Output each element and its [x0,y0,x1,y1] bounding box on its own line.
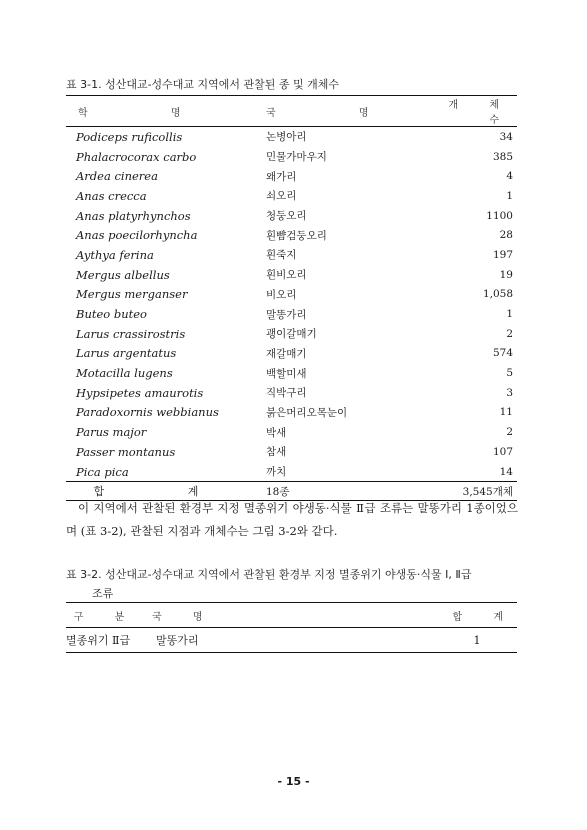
scientific-name-cell: Buteo buteo [76,307,147,322]
table-row [66,344,517,364]
header-korean-name: 국 명 [266,96,426,127]
count-cell: 11 [499,406,513,419]
korean-name-cell: 까치 [266,466,287,479]
korean-name-cell: 흰비오리 [266,269,307,282]
scientific-name-cell: Passer montanus [76,444,176,459]
korean-name-cell: 민물가마우지 [266,151,327,164]
total-count: 3,545개체 [426,482,517,501]
count-cell: 2 [506,426,513,439]
count-cell: 107 [492,445,513,458]
count-cell: 5 [506,367,513,380]
scientific-name-cell: Aythya ferina [76,247,154,262]
table-row [66,403,517,423]
table-row [66,285,517,305]
table1-caption: 표 3-1. 성산대교-성수대교 지역에서 관찰된 종 및 개체수 [66,78,340,91]
count-cell: 4 [506,170,513,183]
count-cell: 574 [492,347,513,360]
count-cell: 1 [506,308,513,321]
table-row [66,127,517,147]
table2-caption: 표 3-2. 성산대교-성수대교 지역에서 관찰된 환경부 지정 멸종위기 야생동·식물 Ⅰ, Ⅱ급 [66,568,472,581]
body-paragraph: 이 지역에서 관찰된 환경부 지정 멸종위기 야생동·식물 Ⅱ급 조류는 말똥가리 1종이었으며 (표 3-2), 관찰된 지점과 개체수는 그림 3-2와 같다. [66,501,518,538]
table-row [66,147,517,167]
korean-name-cell: 박새 [266,426,287,439]
header-korean-name: 국 명 [146,603,437,628]
scientific-name-cell: Hypsipetes amaurotis [76,385,204,400]
scientific-name-cell: Larus crassirostris [76,326,186,341]
table-row [66,628,517,653]
korean-name-cell: 붉은머리오목눈이 [266,406,348,419]
count-cell: 2 [506,327,513,340]
table-row [66,383,517,403]
scientific-name-cell: Anas poecilorhyncha [76,228,198,243]
scientific-name-cell: Parus major [76,425,147,440]
table1-header-row [66,96,517,127]
scientific-name-cell: Larus argentatus [76,346,177,361]
table-row [66,245,517,265]
count-cell: 197 [492,248,513,261]
table-row [66,206,517,226]
endangered-species-table [66,602,517,653]
table-row [66,363,517,383]
korean-name-cell: 흰죽지 [266,249,297,262]
korean-name-cell: 쇠오리 [266,190,297,203]
category-cell: 멸종위기 Ⅱ급 [66,628,146,653]
header-count: 개 체 수 [426,96,517,127]
table-row [66,324,517,344]
scientific-name-cell: Motacilla lugens [76,366,173,381]
count-cell: 3 [506,386,513,399]
table-row [66,462,517,482]
korean-name-cell: 직박구리 [266,387,307,400]
total-label: 합 계 [66,482,266,501]
scientific-name-cell: Phalacrocorax carbo [76,149,197,164]
scientific-name-cell: Mergus albellus [76,267,170,282]
scientific-name-cell: Mergus merganser [76,287,188,302]
page-number: - 15 - [277,775,310,788]
count-cell: 1,058 [482,288,513,301]
scientific-name-cell: Anas crecca [76,188,147,203]
table2-caption-line2: 조류 [92,587,114,600]
species-count-table [66,95,517,501]
scientific-name-cell: Anas platyrhynchos [76,208,191,223]
table2-header-row [66,603,517,628]
table-row [66,265,517,285]
total-species: 18종 [266,482,426,501]
count-cell: 385 [492,150,513,163]
table-row [66,186,517,206]
table-row [66,304,517,324]
korean-name-cell: 말똥가리 [146,628,437,653]
korean-name-cell: 괭이갈매기 [266,328,317,341]
header-category: 구 분 [66,603,146,628]
korean-name-cell: 참새 [266,446,287,459]
korean-name-cell: 백할미새 [266,367,307,380]
korean-name-cell: 재갈매기 [266,347,307,360]
scientific-name-cell: Ardea cinerea [76,169,158,184]
count-cell: 19 [499,268,513,281]
table-row [66,422,517,442]
korean-name-cell: 논병아리 [266,131,307,144]
korean-name-cell: 왜가리 [266,170,297,183]
table-row [66,166,517,186]
korean-name-cell: 말똥가리 [266,308,307,321]
table-row [66,442,517,462]
count-cell: 1100 [486,209,513,222]
scientific-name-cell: Paradoxornis webbianus [76,405,219,420]
count-cell: 1 [506,189,513,202]
korean-name-cell: 흰뺨검둥오리 [266,229,327,242]
korean-name-cell: 비오리 [266,288,297,301]
header-scientific-name: 학 명 [66,96,266,127]
scientific-name-cell: Pica pica [76,464,129,479]
korean-name-cell: 청둥오리 [266,210,307,223]
scientific-name-cell: Podiceps ruficollis [76,129,183,144]
header-total: 합 계 [437,603,517,628]
count-cell: 14 [499,465,513,478]
count-cell: 34 [499,130,513,143]
count-cell: 28 [499,229,513,242]
table-row [66,225,517,245]
total-cell: 1 [437,628,517,653]
